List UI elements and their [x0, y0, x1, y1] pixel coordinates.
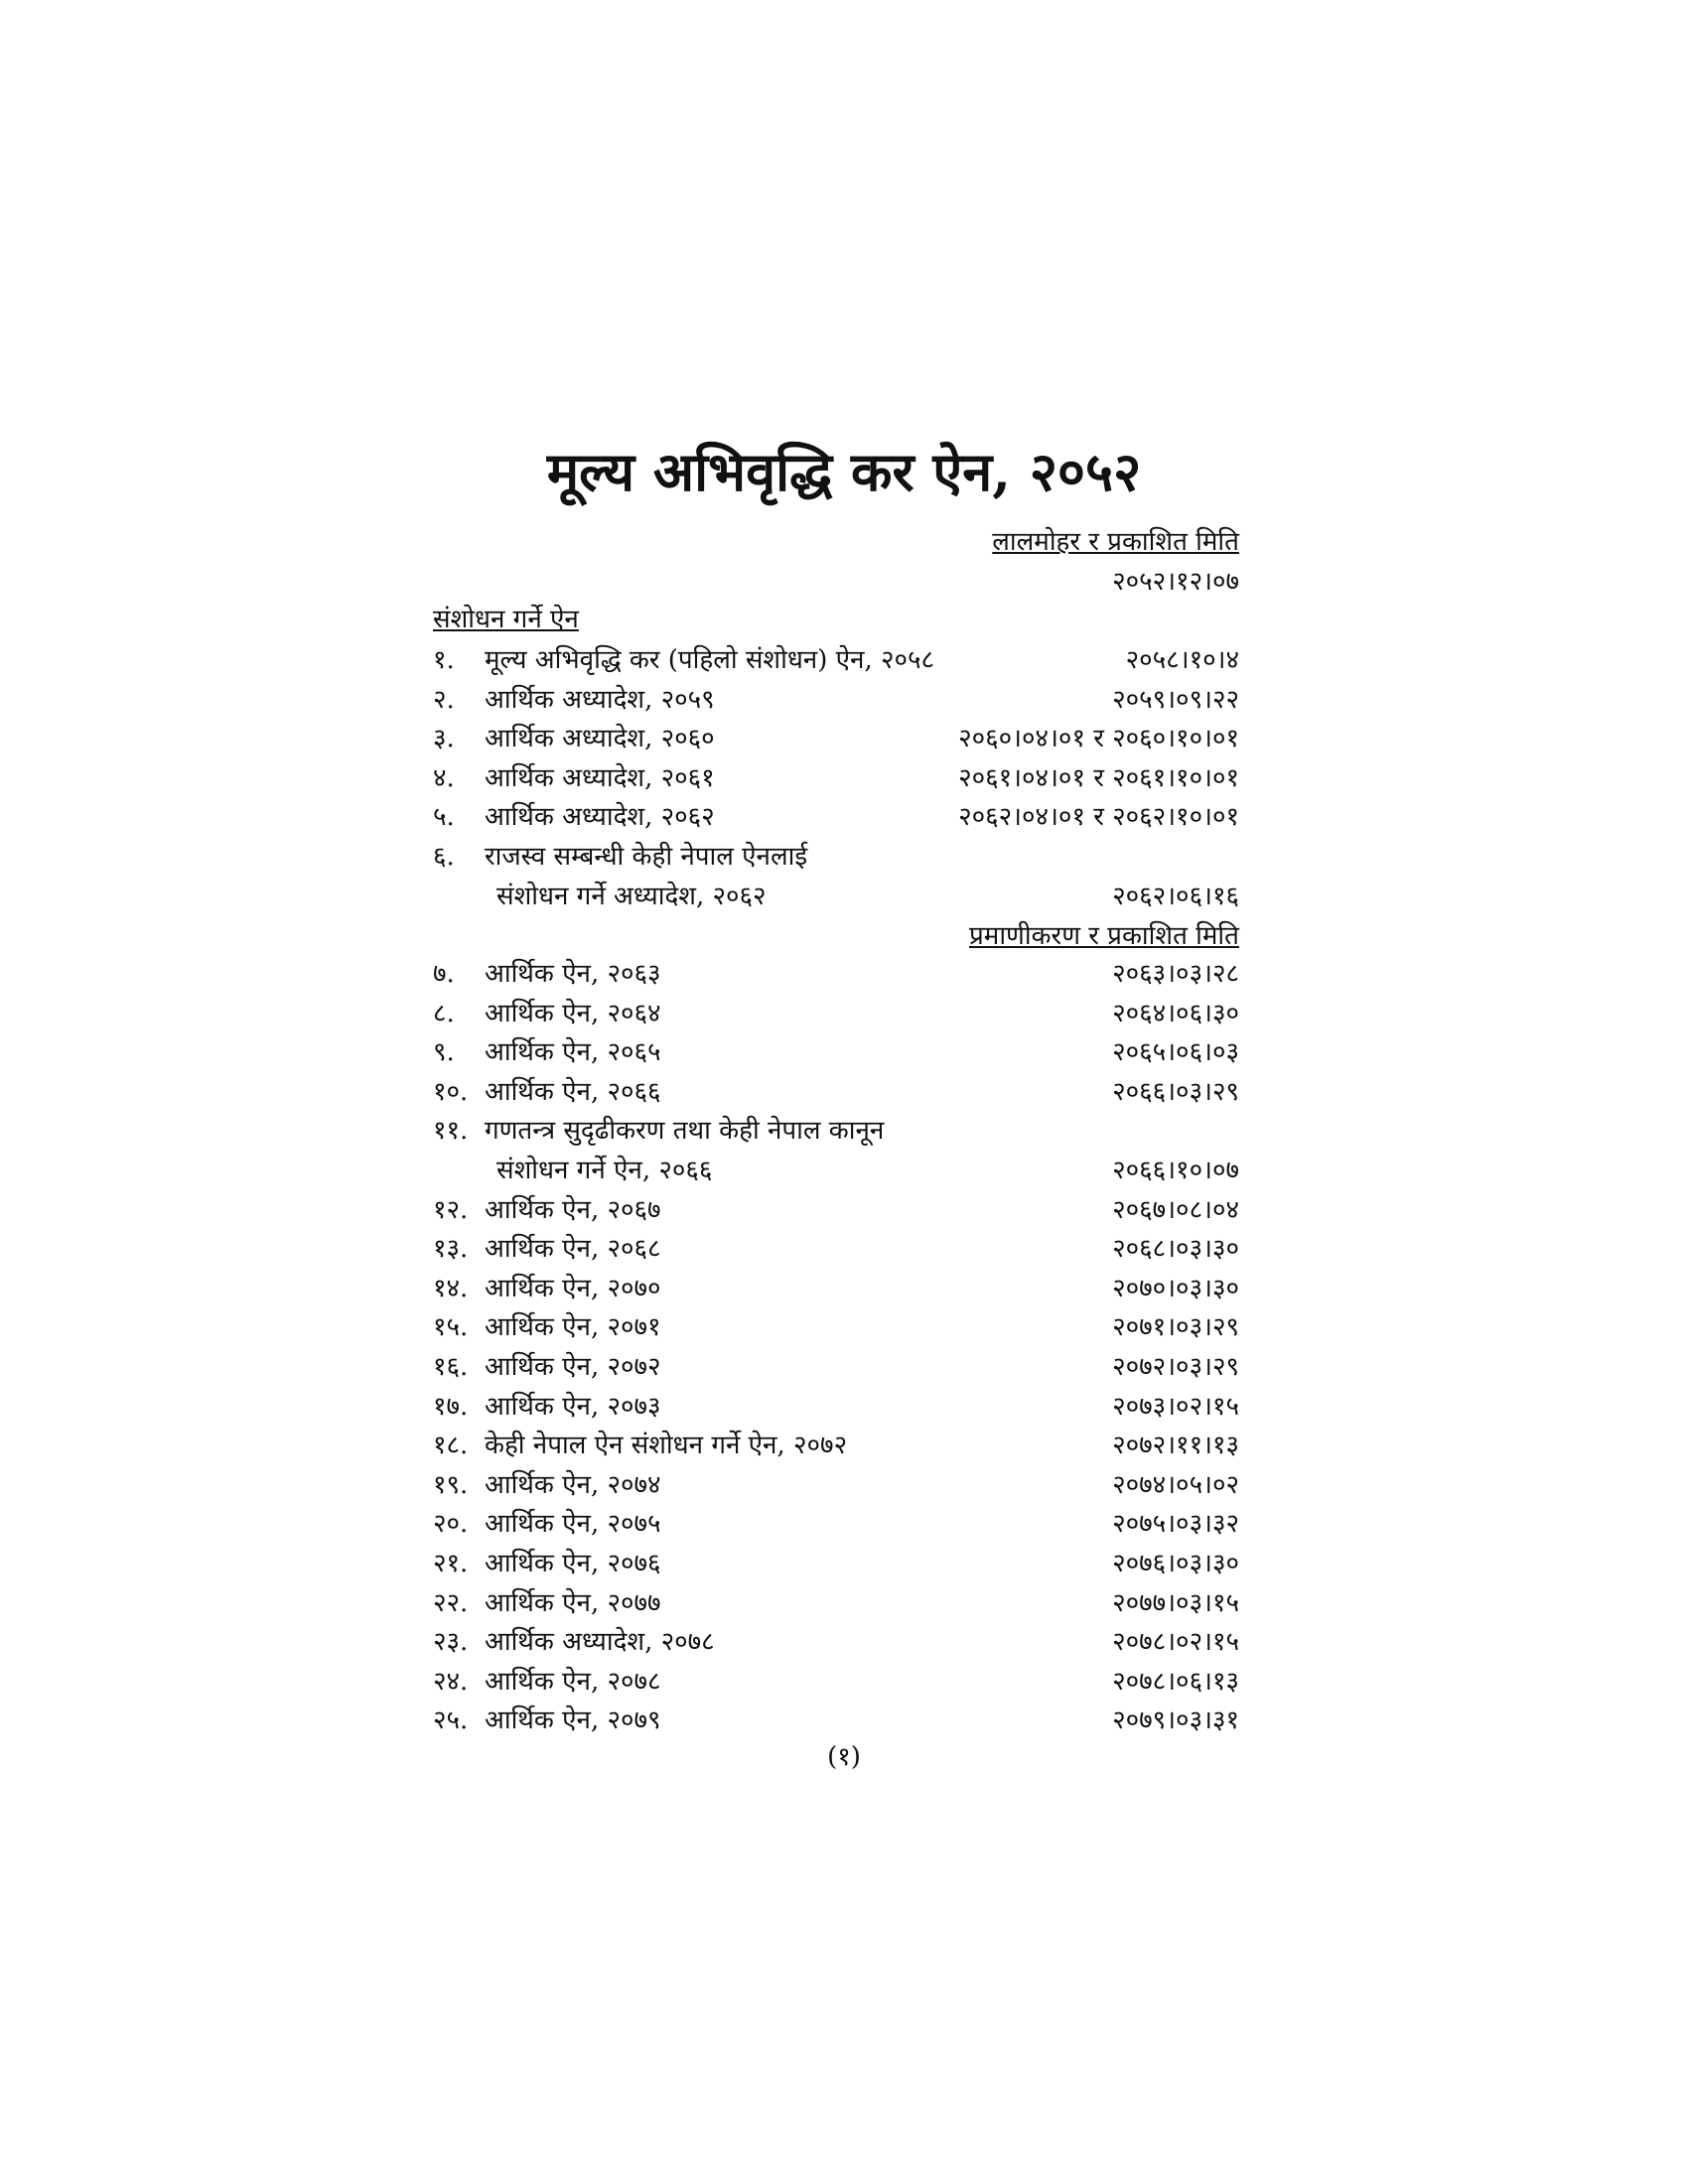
amendment-name: संशोधन गर्ने ऐन, २०६६ [496, 1155, 713, 1185]
amendment-number: ७. [433, 959, 455, 989]
page-number: (१) [827, 1742, 861, 1772]
amendment-name: आर्थिक अध्यादेश, २०६२ [485, 802, 715, 833]
amendment-name: आर्थिक अध्यादेश, २०७८ [485, 1627, 715, 1658]
amendment-date: २०६२।०४।०१ र २०६२।१०।०१ [958, 802, 1239, 833]
amendment-date: २०६०।०४।०१ र २०६०।१०।०१ [958, 724, 1239, 754]
page-title: मूल्य अभिवृद्धि कर ऐन, २०५२ [546, 440, 1142, 503]
amendment-date: २०६२।०६।१६ [1112, 881, 1239, 911]
amendment-number: ९. [433, 1037, 455, 1068]
amendment-number: ५. [433, 802, 455, 833]
amendment-number: ६. [433, 841, 455, 872]
amendment-row [433, 1505, 1239, 1545]
amendment-number: २२. [433, 1587, 469, 1618]
amendment-date: २०६६।१०।०७ [1112, 1155, 1239, 1185]
amendment-row [433, 1191, 1239, 1231]
amendment-date: २०७४।०५।०२ [1112, 1469, 1239, 1500]
amendment-name: आर्थिक ऐन, २०६६ [485, 1076, 661, 1107]
amendment-name: आर्थिक अध्यादेश, २०६० [485, 724, 715, 754]
amendment-row [433, 1427, 1239, 1466]
amendment-row [433, 838, 1239, 878]
amendment-date: २०७२।०३।२९ [1112, 1351, 1239, 1382]
amendment-date: २०५९।०९।२२ [1112, 684, 1239, 715]
amendment-number: ३. [433, 724, 455, 754]
amendment-name: आर्थिक अध्यादेश, २०६१ [485, 762, 715, 793]
amendment-row [433, 1270, 1239, 1309]
amendment-name: केही नेपाल ऐन संशोधन गर्ने ऐन, २०७२ [485, 1431, 848, 1461]
amendment-number: १३. [433, 1234, 469, 1265]
amendment-number: २०. [433, 1509, 469, 1540]
amendment-date: २०७२।११।१३ [1112, 1431, 1239, 1461]
amendment-number: १२. [433, 1194, 469, 1225]
amendment-number: ८. [433, 998, 455, 1028]
amendment-name: आर्थिक ऐन, २०६४ [485, 998, 661, 1028]
amendment-number: १. [433, 645, 455, 675]
amendment-name: आर्थिक ऐन, २०७५ [485, 1509, 661, 1540]
amendment-name: आर्थिक ऐन, २०७२ [485, 1351, 661, 1382]
amendment-number: २१. [433, 1548, 469, 1578]
amendment-date: २०५८।१०।४ [1125, 645, 1239, 675]
amendment-name: आर्थिक ऐन, २०६३ [485, 959, 661, 989]
amendment-row [433, 1308, 1239, 1348]
amendment-date: २०६६।०३।२९ [1112, 1076, 1239, 1107]
amendment-name: राजस्व सम्बन्धी केही नेपाल ऐनलाई [485, 841, 808, 872]
amendment-name: आर्थिक ऐन, २०६५ [485, 1037, 661, 1068]
amendment-row [433, 681, 1239, 721]
amendment-number: २५. [433, 1706, 469, 1736]
amendment-number: १७. [433, 1391, 469, 1422]
amendment-number: २. [433, 684, 455, 715]
amendment-number: १९. [433, 1469, 469, 1500]
amendment-date: २०७०।०३।३० [1112, 1273, 1239, 1303]
amendment-row [433, 1073, 1239, 1113]
amendment-row [433, 1388, 1239, 1428]
amendment-date: २०६३।०३।२८ [1112, 959, 1239, 989]
promulgation-date: २०५२।१२।०७ [1112, 567, 1239, 597]
amendment-list-part-2 [433, 955, 1239, 1741]
amendment-date: २०६७।०८।०४ [1112, 1194, 1239, 1225]
amendment-number: ११. [433, 1116, 469, 1147]
amendment-date: २०६१।०४।०१ र २०६१।१०।०१ [958, 762, 1239, 793]
amendment-number: १४. [433, 1273, 469, 1303]
amendment-date: २०७९।०३।३१ [1112, 1706, 1239, 1736]
amendment-number: १८. [433, 1431, 469, 1461]
amendment-row [433, 1663, 1239, 1703]
amendment-date: २०६८।०३।३० [1112, 1234, 1239, 1265]
seal-date-caption: लालमोहर र प्रकाशित मिति [992, 527, 1239, 557]
amendment-name: आर्थिक ऐन, २०७१ [485, 1312, 661, 1343]
amendment-row [433, 1545, 1239, 1584]
amendment-row [433, 798, 1239, 838]
amendments-heading: संशोधन गर्ने ऐन [433, 605, 579, 634]
amendment-name: संशोधन गर्ने अध्यादेश, २०६२ [496, 881, 767, 911]
amendment-row [433, 641, 1239, 681]
amendment-date: २०७५।०३।३२ [1112, 1509, 1239, 1540]
amendment-name: आर्थिक अध्यादेश, २०५९ [485, 684, 715, 715]
amendment-row [433, 759, 1239, 799]
amendment-row [433, 1152, 1239, 1191]
amendment-row [433, 1702, 1239, 1741]
amendment-date: २०७६।०३।३० [1112, 1548, 1239, 1578]
amendment-row [433, 1584, 1239, 1624]
amendment-date: २०७८।०२।१५ [1112, 1627, 1239, 1658]
amendment-name: आर्थिक ऐन, २०७० [485, 1273, 661, 1303]
amendment-date: २०७३।०२।१५ [1112, 1391, 1239, 1422]
amendment-date: २०७८।०६।१३ [1112, 1666, 1239, 1697]
amendment-row [433, 1623, 1239, 1663]
amendment-row [433, 1230, 1239, 1270]
amendment-name: आर्थिक ऐन, २०७४ [485, 1469, 661, 1500]
amendment-row [433, 878, 1239, 917]
amendment-name: आर्थिक ऐन, २०७३ [485, 1391, 661, 1422]
amendment-name: आर्थिक ऐन, २०६८ [485, 1234, 661, 1265]
amendment-number: १५. [433, 1312, 469, 1343]
amendment-row [433, 1033, 1239, 1073]
amendment-name: आर्थिक ऐन, २०७९ [485, 1706, 661, 1736]
amendment-list-part-1 [433, 641, 1239, 916]
amendment-date: २०६४।०६।३० [1112, 998, 1239, 1028]
amendment-row [433, 995, 1239, 1034]
amendment-row [433, 1112, 1239, 1152]
amendment-date: २०७७।०३।१५ [1112, 1587, 1239, 1618]
amendment-number: १६. [433, 1351, 469, 1382]
amendment-row [433, 720, 1239, 759]
amendment-name: आर्थिक ऐन, २०७६ [485, 1548, 661, 1578]
amendment-number: १०. [433, 1076, 469, 1107]
amendment-number: २३. [433, 1627, 469, 1658]
amendment-name: आर्थिक ऐन, २०६७ [485, 1194, 661, 1225]
amendment-number: २४. [433, 1666, 469, 1697]
amendment-name: गणतन्त्र सुदृढीकरण तथा केही नेपाल कानून [485, 1116, 885, 1147]
amendment-name: आर्थिक ऐन, २०७८ [485, 1666, 661, 1697]
amendment-number: ४. [433, 762, 455, 793]
amendment-date: २०६५।०६।०३ [1112, 1037, 1239, 1068]
amendment-name: मूल्य अभिवृद्धि कर (पहिलो संशोधन) ऐन, २०५८ [485, 645, 935, 675]
amendment-row [433, 1348, 1239, 1388]
amendment-date: २०७१।०३।२९ [1112, 1312, 1239, 1343]
amendment-row [433, 955, 1239, 995]
amendment-row [433, 1466, 1239, 1506]
amendment-name: आर्थिक ऐन, २०७७ [485, 1587, 661, 1618]
authentication-date-caption: प्रमाणीकरण र प्रकाशित मिति [968, 921, 1239, 951]
